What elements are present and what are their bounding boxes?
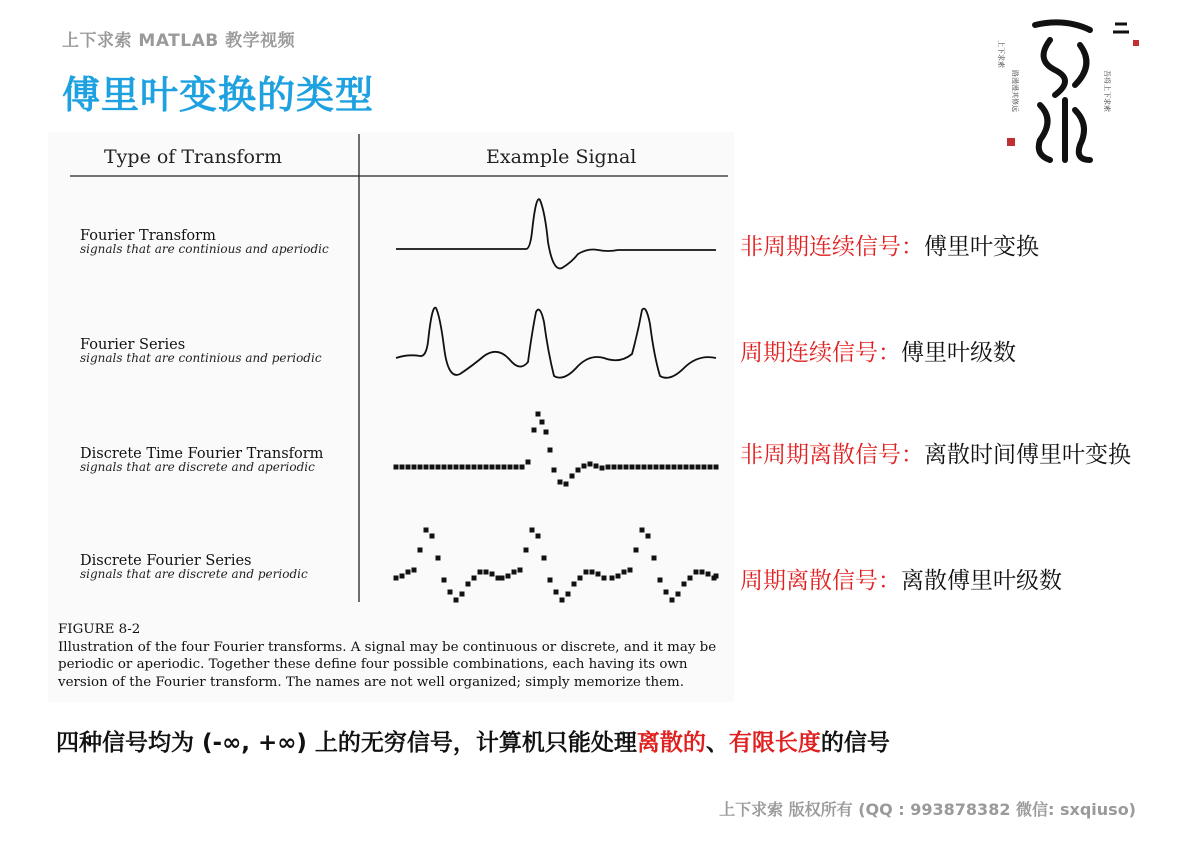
- signal-continuous-aperiodic: [396, 199, 716, 268]
- svg-text:上下求索: 上下求索: [997, 40, 1005, 68]
- sample-dot: [640, 528, 645, 533]
- note-fourier-transform: [740, 232, 1140, 262]
- note-label: 周期离散信号：: [740, 568, 901, 594]
- sample-dot: [696, 465, 701, 470]
- note-value: 傅里叶级数: [901, 340, 1016, 366]
- signal-continuous-periodic: [396, 308, 716, 378]
- summary-highlight-finite: 有限长度: [728, 730, 821, 756]
- note-value: 傅里叶变换: [924, 234, 1039, 260]
- sample-dot: [406, 570, 411, 575]
- summary-part: 四种信号均为 (-∞, +∞) 上的无穷信号，计算机只能处理: [56, 730, 637, 756]
- sample-dot: [484, 570, 489, 575]
- sample-dot: [454, 598, 459, 603]
- sample-dot: [536, 534, 541, 539]
- caption-text: Illustration of the four Fourier transforms. A signal may be continuous or discrete, and it may be periodic or aperiodic. Together these define four possible combinations, each having its own version of the Fourier transform. The names are not well organized; simply memorize them.: [58, 639, 717, 690]
- sample-dot: [622, 570, 627, 575]
- row-subtitle-dfs: signals that are discrete and periodic: [80, 567, 308, 581]
- sample-dot: [678, 465, 683, 470]
- sample-dot: [714, 465, 719, 470]
- sample-dot: [472, 576, 477, 581]
- svg-text:吾将上下求索: 吾将上下求索: [1103, 70, 1111, 112]
- sample-dot: [540, 420, 545, 425]
- sample-dot: [560, 598, 565, 603]
- sample-dot: [424, 465, 429, 470]
- sample-dot: [694, 570, 699, 575]
- sample-dot: [594, 464, 599, 469]
- sample-dot: [548, 578, 553, 583]
- sample-dot: [412, 568, 417, 573]
- sample-dot: [636, 465, 641, 470]
- sample-dot: [654, 465, 659, 470]
- sample-dot: [484, 465, 489, 470]
- sample-dot: [506, 574, 511, 579]
- row-title-dfs: Discrete Fourier Series: [80, 553, 252, 569]
- sample-dot: [646, 534, 651, 539]
- svg-text:路漫漫其修远: 路漫漫其修远: [1011, 70, 1019, 112]
- sample-dot: [460, 465, 465, 470]
- sample-dot: [642, 465, 647, 470]
- footer-copyright: 上下求索 版权所有 (QQ : 993878382 微信: sxqiuso): [719, 800, 1136, 819]
- sample-dot: [406, 465, 411, 470]
- col-header-signal: Example Signal: [486, 146, 637, 168]
- sample-dot: [448, 465, 453, 470]
- sample-dot: [430, 534, 435, 539]
- sample-dot: [602, 576, 607, 581]
- summary-highlight-discrete: 离散的: [636, 730, 706, 756]
- sample-dot: [652, 556, 657, 561]
- sample-dot: [436, 465, 441, 470]
- sample-dot: [570, 474, 575, 479]
- sample-dot: [508, 465, 513, 470]
- sample-dot: [394, 576, 399, 581]
- sample-dot: [690, 465, 695, 470]
- sample-dot: [490, 572, 495, 577]
- sample-dot: [436, 556, 441, 561]
- sample-dot: [442, 578, 447, 583]
- sample-dot: [478, 570, 483, 575]
- sample-dot: [500, 576, 505, 581]
- sample-dot: [578, 576, 583, 581]
- sample-dot: [628, 568, 633, 573]
- sample-dot: [682, 582, 687, 587]
- sample-dot: [596, 572, 601, 577]
- row-title-fs: Fourier Series: [80, 337, 186, 353]
- sample-dot: [544, 430, 549, 435]
- note-dfs: [740, 566, 1140, 596]
- sample-dot: [430, 465, 435, 470]
- sample-dot: [512, 570, 517, 575]
- series-header: 上下求索 MATLAB 教学视频: [62, 31, 296, 51]
- sample-dot: [624, 465, 629, 470]
- sample-dot: [466, 465, 471, 470]
- row-subtitle-ft: signals that are continious and aperiodic: [80, 242, 329, 256]
- sample-dot: [708, 465, 713, 470]
- sample-dot: [618, 465, 623, 470]
- row-subtitle-dtft: signals that are discrete and aperiodic: [80, 460, 315, 474]
- sample-dot: [524, 548, 529, 553]
- note-label: 非周期离散信号：: [740, 442, 924, 468]
- sample-dot: [588, 462, 593, 467]
- sample-dot: [700, 570, 705, 575]
- sample-dot: [582, 464, 587, 469]
- figure-8-2: [48, 132, 734, 702]
- sample-dot: [630, 465, 635, 470]
- row-title-dtft: Discrete Time Fourier Transform: [80, 446, 324, 462]
- sample-dot: [424, 528, 429, 533]
- sample-dot: [616, 574, 621, 579]
- sample-dot: [400, 465, 405, 470]
- sample-dot: [664, 590, 669, 595]
- summary-part: 的信号: [820, 730, 890, 756]
- sample-dot: [496, 465, 501, 470]
- sample-dot: [526, 460, 531, 465]
- sample-dot: [490, 465, 495, 470]
- sample-dot: [584, 570, 589, 575]
- note-label: 非周期连续信号：: [740, 234, 924, 260]
- page-title: 傅里叶变换的类型: [62, 73, 375, 117]
- note-fourier-series: [740, 338, 1140, 368]
- row-subtitle-fs: signals that are continious and periodic: [80, 351, 322, 365]
- sample-dot: [460, 592, 465, 597]
- sample-dot: [552, 468, 557, 473]
- sample-dot: [418, 465, 423, 470]
- sample-dot: [542, 556, 547, 561]
- sample-dot: [566, 592, 571, 597]
- sample-dot: [418, 548, 423, 553]
- sample-dot: [670, 598, 675, 603]
- signal-discrete-periodic: [394, 528, 719, 603]
- sample-dot: [648, 465, 653, 470]
- row-title-ft: Fourier Transform: [80, 228, 216, 244]
- sample-dot: [576, 468, 581, 473]
- sample-dot: [610, 576, 615, 581]
- sample-dot: [530, 528, 535, 533]
- sample-dot: [672, 465, 677, 470]
- sample-dot: [472, 465, 477, 470]
- sample-dot: [454, 465, 459, 470]
- summary-sentence: [56, 724, 890, 757]
- sample-dot: [564, 482, 569, 487]
- sample-dot: [658, 578, 663, 583]
- sample-dot: [554, 590, 559, 595]
- sample-dot: [558, 480, 563, 485]
- sample-dot: [684, 465, 689, 470]
- sample-dot: [606, 465, 611, 470]
- note-value: 离散时间傅里叶变换: [924, 442, 1131, 468]
- sample-dot: [536, 412, 541, 417]
- sample-dot: [702, 465, 707, 470]
- sample-dot: [706, 572, 711, 577]
- calligraphy-seal-icon: [995, 10, 1145, 170]
- note-value: 离散傅里叶级数: [901, 568, 1062, 594]
- summary-part: 、: [705, 730, 729, 756]
- sample-dot: [548, 448, 553, 453]
- signal-discrete-aperiodic: [394, 412, 719, 487]
- sample-dot: [612, 465, 617, 470]
- sample-dot: [572, 582, 577, 587]
- sample-dot: [634, 548, 639, 553]
- sample-dot: [448, 590, 453, 595]
- sample-dot: [518, 568, 523, 573]
- sample-dot: [400, 574, 405, 579]
- sample-dot: [676, 592, 681, 597]
- sample-dot: [666, 465, 671, 470]
- sample-dot: [660, 465, 665, 470]
- caption-label: FIGURE 8-2: [58, 622, 141, 637]
- sample-dot: [532, 428, 537, 433]
- sample-dot: [478, 465, 483, 470]
- sample-dot: [442, 465, 447, 470]
- col-header-type: Type of Transform: [104, 146, 283, 168]
- sample-dot: [520, 465, 525, 470]
- sample-dot: [688, 576, 693, 581]
- sample-dot: [412, 465, 417, 470]
- sample-dot: [600, 466, 605, 471]
- sample-dot: [502, 465, 507, 470]
- note-dtft: [740, 440, 1140, 470]
- sample-dot: [514, 465, 519, 470]
- sample-dot: [394, 465, 399, 470]
- sample-dot: [466, 582, 471, 587]
- sample-dot: [590, 570, 595, 575]
- note-label: 周期连续信号：: [740, 340, 901, 366]
- sample-dot: [714, 574, 719, 579]
- figure-caption: [58, 621, 728, 691]
